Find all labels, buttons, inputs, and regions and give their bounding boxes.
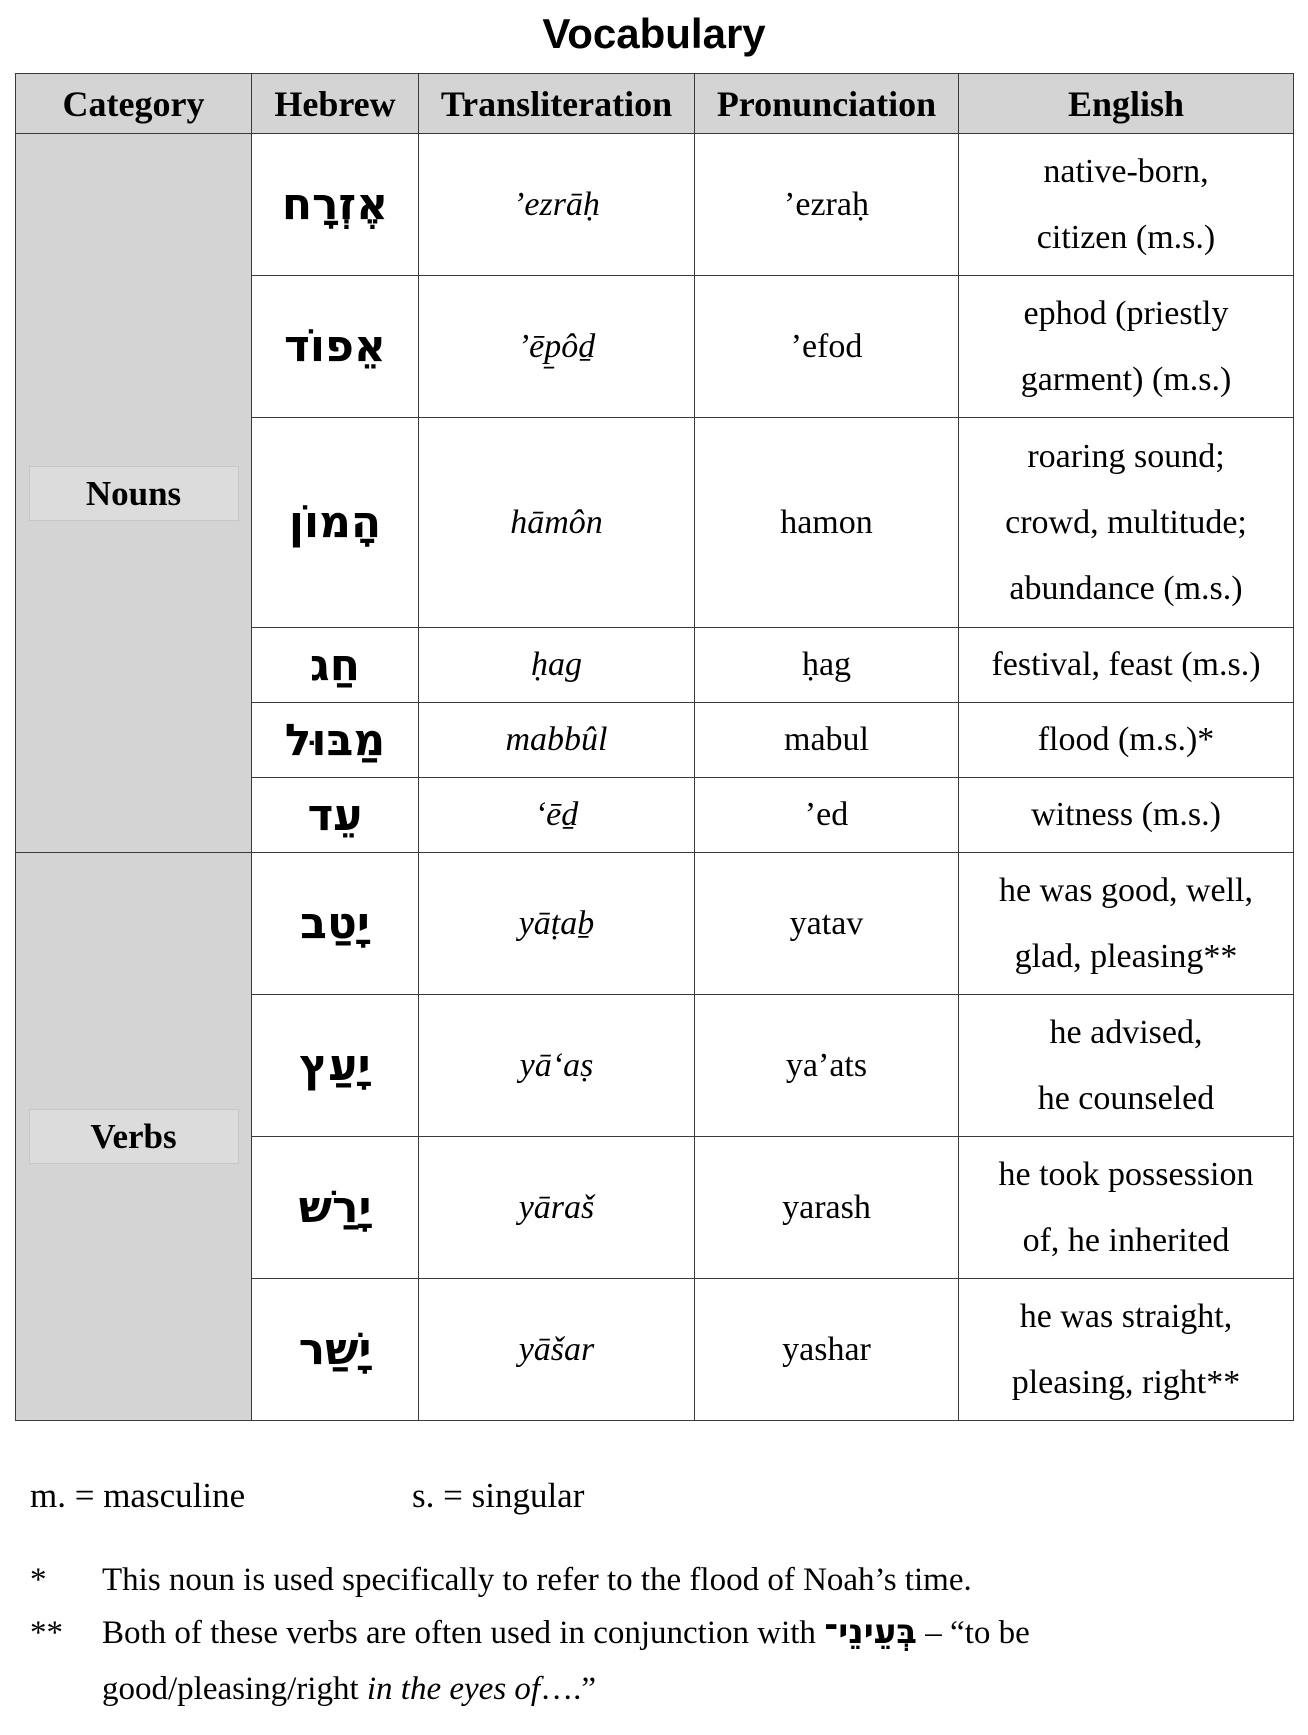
vocabulary-table — [15, 73, 1294, 1421]
hebrew-cell: חַג — [252, 628, 419, 703]
transliteration-cell: ’ēp̱ôḏ — [419, 276, 695, 418]
english-line: witness (m.s.) — [1031, 796, 1221, 833]
transliteration-cell: yāšar — [419, 1279, 695, 1421]
transliteration-cell: mabbûl — [419, 703, 695, 778]
footnote-2-mark: ** — [30, 1615, 63, 1651]
pronunciation-cell: yarash — [695, 1137, 959, 1279]
pronunciation-cell: ’efod — [695, 276, 959, 418]
category-label-nouns: Nouns — [29, 466, 239, 521]
english-line: of, he inherited — [1022, 1221, 1230, 1259]
pronunciation-cell: ya’ats — [695, 995, 959, 1137]
english-cell — [959, 1279, 1294, 1421]
english-line: festival, feast (m.s.) — [991, 646, 1261, 683]
english-cell — [959, 995, 1294, 1137]
english-line: he was good, well, — [998, 871, 1253, 909]
transliteration-cell: ‘ēḏ — [419, 778, 695, 853]
english-cell — [959, 134, 1294, 276]
hebrew-cell: יָרַשׁ — [252, 1137, 419, 1279]
footnote-2-before: Both of these verbs are often used in conjunction with — [102, 1615, 816, 1651]
footnote-1-text: This noun is used specifically to refer to the flood of Noah’s time. — [102, 1562, 972, 1598]
table-row — [16, 853, 1294, 995]
transliteration-cell: yā‘aṣ — [419, 995, 695, 1137]
english-cell — [959, 778, 1294, 853]
english-line: native-born, — [1043, 152, 1209, 190]
page-title: Vocabulary — [542, 10, 766, 57]
table-row — [16, 134, 1294, 276]
category-cell-verbs — [16, 853, 252, 1421]
english-line: crowd, multitude; — [1005, 503, 1247, 541]
english-line: roaring sound; — [1027, 437, 1225, 475]
hebrew-cell: מַבּוּל — [252, 703, 419, 778]
hebrew-cell: אֶזְרָח — [252, 134, 419, 276]
header-english: English — [959, 74, 1294, 134]
table-header-row — [16, 74, 1294, 134]
english-cell — [959, 628, 1294, 703]
footnote-2-middle: – “to be good/pleasing/right — [102, 1615, 1030, 1707]
header-pronunciation: Pronunciation — [695, 74, 959, 134]
pronunciation-cell: ḥag — [695, 628, 959, 703]
english-line: abundance (m.s.) — [1009, 569, 1243, 607]
pronunciation-cell: yashar — [695, 1279, 959, 1421]
english-line: ephod (priestly — [1023, 294, 1229, 332]
footnote-2-italic: in the eyes of — [366, 1671, 541, 1707]
hebrew-cell: יָטַב — [252, 853, 419, 995]
pronunciation-cell: hamon — [695, 418, 959, 628]
transliteration-cell: yāṭaḇ — [419, 853, 695, 995]
footnote-1-mark: * — [30, 1562, 47, 1598]
english-line: he took possession — [998, 1155, 1254, 1193]
category-cell-nouns — [16, 134, 252, 853]
english-line: garment) (m.s.) — [1020, 360, 1232, 398]
header-hebrew: Hebrew — [252, 74, 419, 134]
transliteration-cell: ḥag — [419, 628, 695, 703]
pronunciation-cell: ’ed — [695, 778, 959, 853]
category-label-verbs: Verbs — [29, 1109, 239, 1164]
english-line: he advised, — [1049, 1013, 1203, 1051]
english-line: he was straight, — [1019, 1297, 1233, 1335]
english-line: flood (m.s.)* — [1037, 721, 1215, 758]
english-cell — [959, 418, 1294, 628]
english-line: citizen (m.s.) — [1036, 218, 1216, 256]
pronunciation-cell: ’ezraḥ — [695, 134, 959, 276]
footnote-2-end: ….” — [540, 1671, 596, 1707]
hebrew-cell: יָעַץ — [252, 995, 419, 1137]
english-cell — [959, 276, 1294, 418]
english-cell — [959, 703, 1294, 778]
header-transliteration: Transliteration — [419, 74, 695, 134]
english-line: he counseled — [1037, 1079, 1215, 1117]
footnote-2-text — [102, 1604, 1262, 1717]
transliteration-cell: ’ezrāḥ — [419, 134, 695, 276]
pronunciation-cell: yatav — [695, 853, 959, 995]
english-cell — [959, 853, 1294, 995]
transliteration-cell: hāmôn — [419, 418, 695, 628]
english-cell — [959, 1137, 1294, 1279]
hebrew-cell: עֵד — [252, 778, 419, 853]
pronunciation-cell: mabul — [695, 703, 959, 778]
transliteration-cell: yāraš — [419, 1137, 695, 1279]
abbreviation-singular: s. = singular — [412, 1476, 585, 1515]
hebrew-cell: אֵפוֹד — [252, 276, 419, 418]
header-category: Category — [16, 74, 252, 134]
hebrew-cell: הָמוֹן — [252, 418, 419, 628]
hebrew-cell: יָשַׁר — [252, 1279, 419, 1421]
english-line: glad, pleasing** — [1014, 937, 1238, 975]
abbreviation-masculine: m. = masculine — [30, 1476, 246, 1515]
english-line: pleasing, right** — [1011, 1363, 1241, 1401]
footnote-2-hebrew: בְּעֵינֵי־ — [824, 1612, 918, 1652]
